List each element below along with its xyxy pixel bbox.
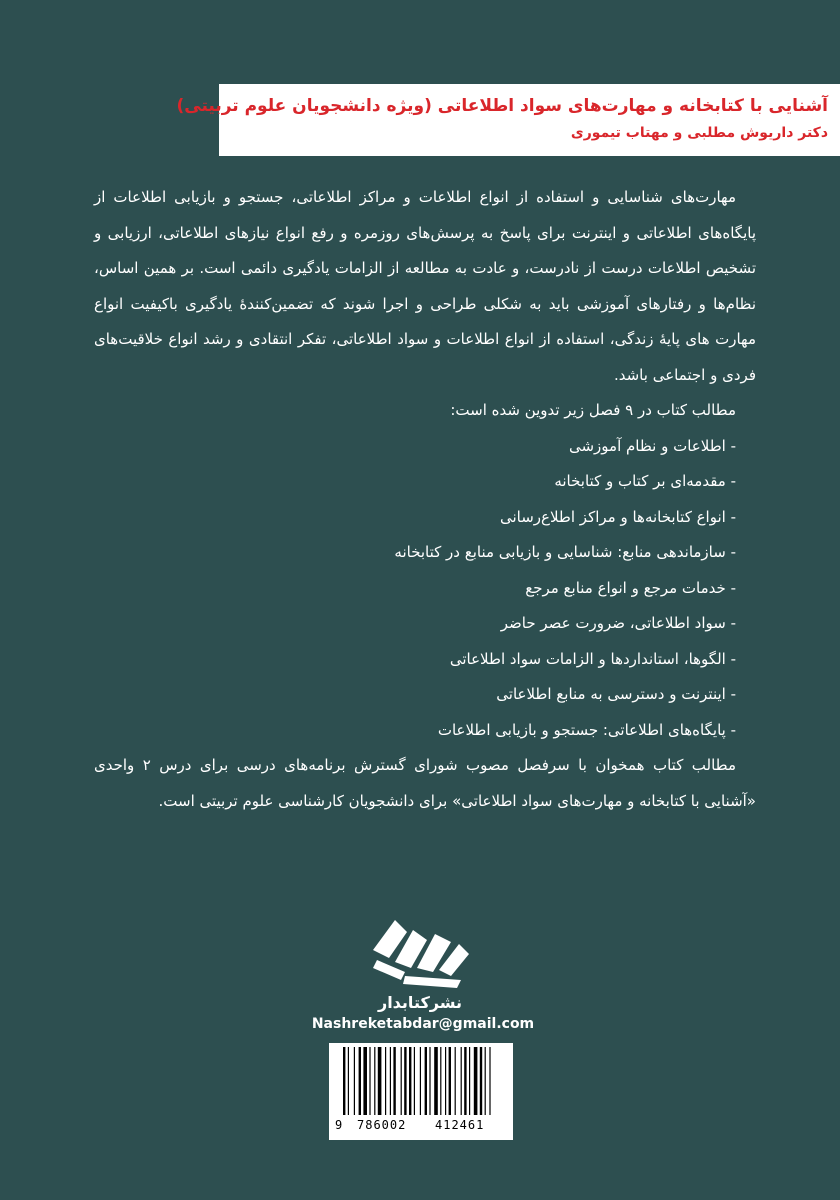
barcode-bar bbox=[445, 1047, 446, 1115]
barcode-bar bbox=[401, 1047, 402, 1115]
barcode-bar bbox=[363, 1047, 367, 1115]
chapters-intro: مطالب کتاب در ۹ فصل زیر تدوین شده است: bbox=[450, 401, 736, 419]
chapter-item: - اطلاعات و نظام آموزشی bbox=[568, 436, 736, 455]
barcode-bar bbox=[489, 1047, 490, 1115]
barcode-bar bbox=[393, 1047, 395, 1115]
barcode-bar bbox=[420, 1047, 421, 1115]
chapter-item: - خدمات مرجع و انواع منابع مرجع bbox=[525, 578, 736, 597]
barcode-bar bbox=[440, 1047, 441, 1115]
barcode-bar bbox=[409, 1047, 411, 1115]
barcode-bar bbox=[455, 1047, 456, 1115]
chapter-item: - مقدمه‌ای بر کتاب و کتابخانه bbox=[554, 472, 736, 490]
chapter-item: - پایگاه‌های اطلاعاتی: جستجو و بازیابی اطلاعات bbox=[437, 720, 736, 739]
barcode-bar bbox=[369, 1047, 370, 1115]
closing-paragraph: مطالب کتاب همخوان با سرفصل مصوب شورای گسترش برنامه‌های درسی برای درس ۲ واحدی «آشنایی با کتابخانه و مهارت‌های سواد اطلاعاتی» برای دانشجویان کارشناسی علوم تربیتی است. bbox=[94, 756, 756, 810]
publisher-email[interactable]: Nashreketabdar@gmail.com bbox=[311, 1016, 535, 1032]
isbn-barcode bbox=[329, 1043, 513, 1140]
chapter-item: - الگوها، استانداردها و الزامات سواد اطلاعاتی bbox=[449, 649, 736, 668]
barcode-digit-left: 9 bbox=[335, 1118, 343, 1132]
logo-wordmark: نشرکتابدار bbox=[377, 993, 463, 1012]
barcode-bar bbox=[464, 1047, 466, 1115]
chapter-item: - سواد اطلاعاتی، ضرورت عصر حاضر bbox=[500, 614, 736, 632]
back-cover-text bbox=[94, 180, 756, 819]
barcode-bar bbox=[425, 1047, 427, 1115]
barcode-bar bbox=[354, 1047, 355, 1115]
book-authors: دکتر داریوش مطلبی و مهتاب تیموری bbox=[570, 125, 828, 141]
barcode-bar bbox=[449, 1047, 451, 1115]
barcode-bar bbox=[404, 1047, 406, 1115]
chapter-list bbox=[94, 429, 756, 749]
barcode-bar bbox=[359, 1047, 361, 1115]
barcode-bar bbox=[348, 1047, 349, 1115]
barcode-bar bbox=[414, 1047, 415, 1115]
chapter-item: - اینترنت و دسترسی به منابع اطلاعاتی bbox=[496, 685, 736, 703]
barcode-bar bbox=[469, 1047, 470, 1115]
chapter-item: - سازماندهی منابع: شناسایی و بازیابی منابع در کتابخانه bbox=[394, 543, 736, 561]
barcode-bar bbox=[434, 1047, 438, 1115]
barcode-bar bbox=[474, 1047, 478, 1115]
barcode-bar bbox=[378, 1047, 382, 1115]
barcode-bar bbox=[461, 1047, 462, 1115]
barcode-bar bbox=[374, 1047, 375, 1115]
barcode-bar bbox=[385, 1047, 386, 1115]
barcode-bar bbox=[485, 1047, 486, 1115]
book-title: آشنایی با کتابخانه و مهارت‌های سواد اطلاعاتی (ویژه دانشجویان علوم تربیتی) bbox=[176, 96, 828, 116]
title-box bbox=[176, 84, 840, 156]
barcode-bar bbox=[429, 1047, 430, 1115]
publisher-logo bbox=[365, 910, 475, 1015]
barcode-bar bbox=[390, 1047, 391, 1115]
description-paragraph: مهارت‌های شناسایی و استفاده از انواع اطلاعات و مراکز اطلاعاتی، جستجو و بازیابی اطلاعات از پایگاه‌های اطلاعاتی و اینترنت برای پاسخ به پرسش‌های روزمره و رفع انواع نیازهای اطلاعاتی، ارزیابی و تشخیص اطلاعات درست از نادرست، و عادت به مطالعه از الزامات یادگیری دائمی است. بر همین اساس، نظام‌ها و رفتارهای آموزشی باید به شکلی طراحی و اجرا شوند که تضمین‌کنندۀ یادگیری باکیفیت انواع مهارت های پایۀ زندگی، استفاده از انواع اطلاعات و سواد اطلاعاتی، تفکر انتقادی و رشد انواع خلاقیت‌های فردی و اجتماعی باشد. bbox=[94, 188, 756, 384]
chapter-item: - انواع کتابخانه‌ها و مراکز اطلاع‌رسانی bbox=[499, 507, 736, 526]
barcode-bar bbox=[343, 1047, 345, 1115]
barcode-digits-mid: 786002 bbox=[357, 1118, 407, 1132]
barcode-bar bbox=[480, 1047, 482, 1115]
barcode-digits-right: 412461 bbox=[435, 1118, 485, 1132]
